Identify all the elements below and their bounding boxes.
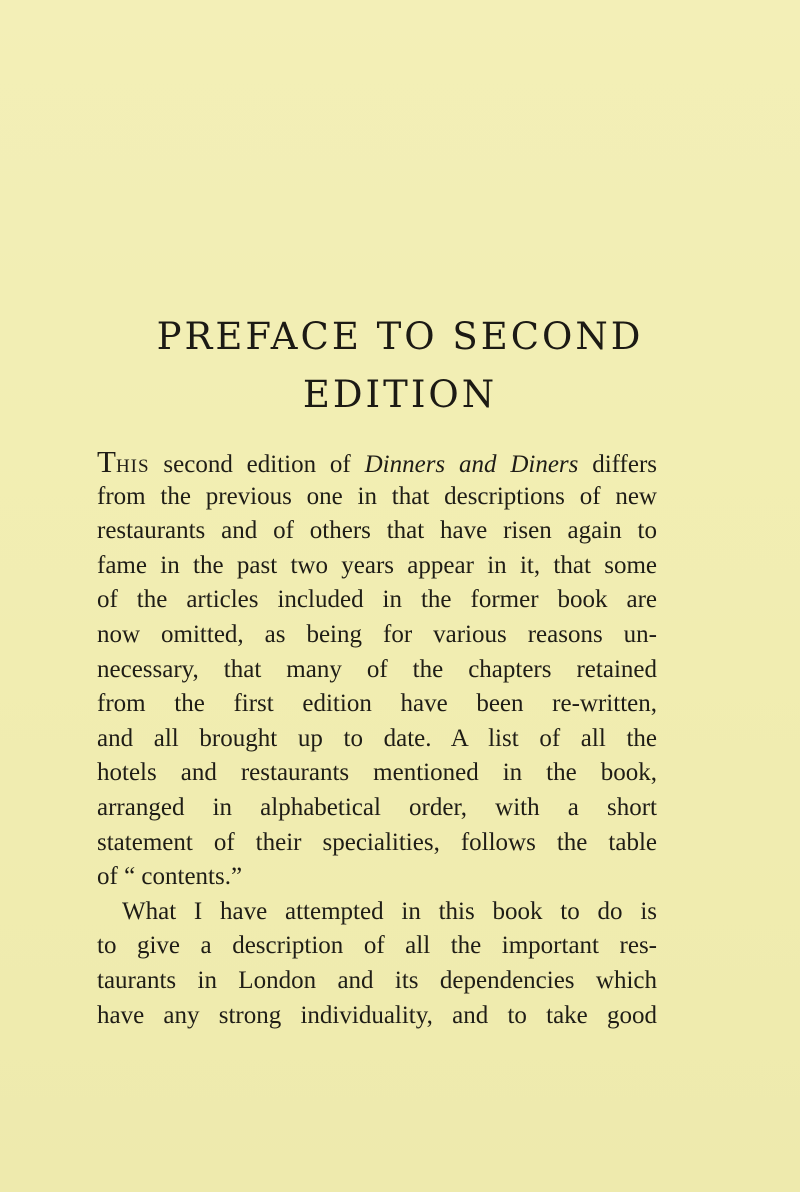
text-line: to give a description of all the important res-	[97, 932, 657, 960]
text-line: taurants in London and its dependencies which	[97, 966, 657, 994]
text-line: statement of their specialities, follows the table	[97, 828, 657, 856]
book-title: Dinners and Diners	[364, 451, 579, 478]
first-line-lead: second edition of	[149, 451, 365, 478]
drop-cap: T	[97, 444, 116, 479]
first-line-tail: differs	[578, 451, 658, 478]
preface-heading-line-2: EDITION	[302, 373, 498, 416]
preface-body	[97, 445, 657, 1033]
text-line: have any strong individuality, and to take good	[97, 1001, 657, 1029]
text-line: hotels and restaurants mentioned in the book,	[97, 759, 657, 787]
text-line: of the articles included in the former book are	[97, 586, 657, 614]
text-line: restaurants and of others that have risen again to	[97, 517, 657, 545]
paragraph-2-first-line: What I have attempted in this book to do is	[122, 897, 657, 925]
text-line: arranged in alphabetical order, with a short	[97, 793, 657, 821]
text-line: and all brought up to date. A list of all the	[97, 724, 657, 752]
text-line: from the previous one in that descriptions of new	[97, 482, 657, 510]
small-caps-word: HIS	[115, 456, 150, 477]
text-line: from the first edition have been re-written,	[97, 690, 657, 718]
paragraph-1-first-line	[97, 445, 657, 480]
text-line: now omitted, as being for various reasons un-	[97, 620, 657, 648]
text-line: necessary, that many of the chapters retained	[97, 655, 657, 683]
text-line: fame in the past two years appear in it, that some	[97, 551, 657, 579]
preface-heading-line-1: PREFACE TO SECOND	[156, 315, 644, 358]
text-line: of “ contents.”	[97, 863, 243, 891]
